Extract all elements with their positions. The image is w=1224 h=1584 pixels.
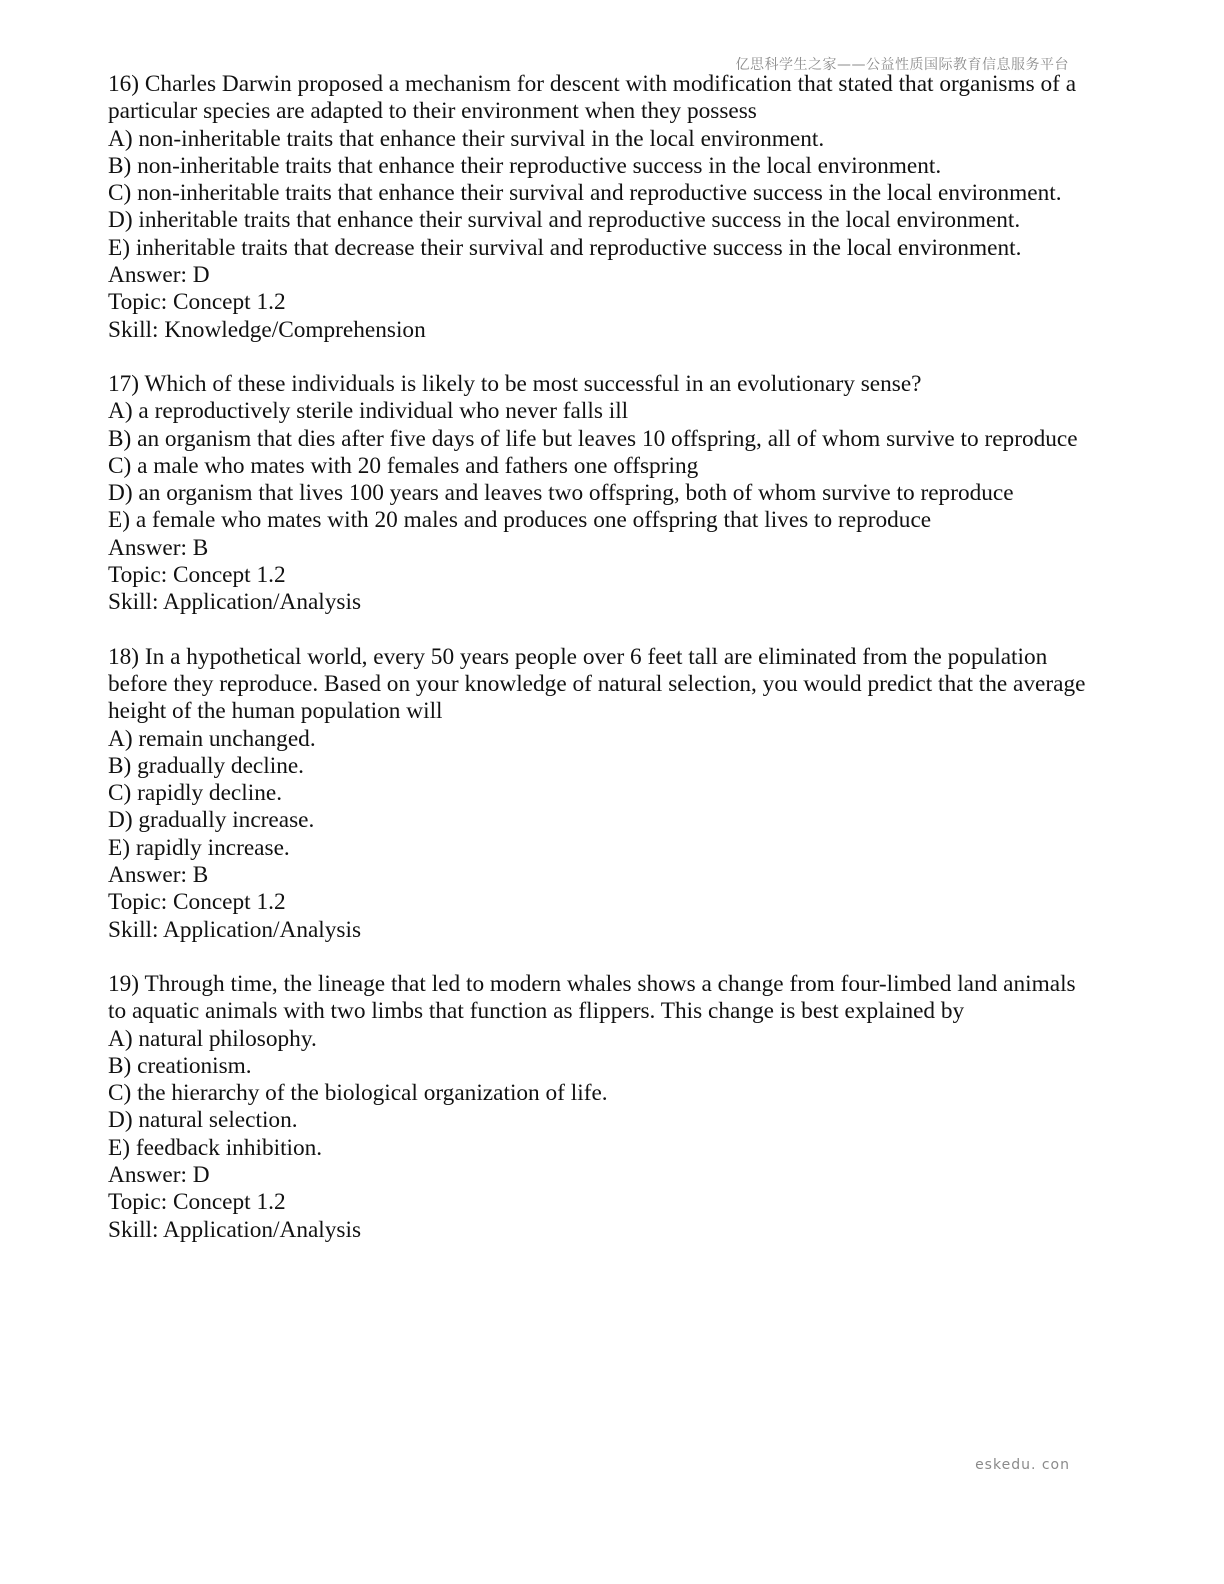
- skill-label: Skill: Application/Analysis: [108, 589, 362, 616]
- question-stem-line: 17) Which of these individuals is likely to be most successful in an evolutionary sense?: [108, 370, 922, 397]
- answer-key: Answer: B: [108, 534, 209, 561]
- answer-option-e: E) rapidly increase.: [108, 834, 290, 861]
- question-stem-line: before they reproduce. Based on your knowledge of natural selection, you would predict that the average: [108, 670, 1086, 697]
- question-19: [108, 971, 1118, 1244]
- answer-option-e: E) feedback inhibition.: [108, 1134, 323, 1161]
- answer-option-e: E) a female who mates with 20 males and produces one offspring that lives to reproduce: [108, 507, 932, 534]
- answer-option-b: B) creationism.: [108, 1052, 252, 1079]
- skill-label: Skill: Application/Analysis: [108, 1216, 362, 1243]
- answer-option-a: A) a reproductively sterile individual who never falls ill: [108, 398, 629, 425]
- answer-option-e: E) inheritable traits that decrease their survival and reproductive success in the local environment.: [108, 234, 1022, 261]
- topic-label: Topic: Concept 1.2: [108, 562, 286, 589]
- question-list: [108, 71, 1118, 1271]
- answer-option-c: C) non-inheritable traits that enhance their survival and reproductive success in the local environment.: [108, 180, 1062, 207]
- page-header: 亿思科学生之家——公益性质国际教育信息服务平台: [735, 57, 1069, 73]
- answer-option-c: C) the hierarchy of the biological organization of life.: [108, 1080, 608, 1107]
- question-stem-line: height of the human population will: [108, 698, 443, 725]
- page-footer: eskedu. con: [975, 1457, 1070, 1473]
- question-stem-line: particular species are adapted to their environment when they possess: [108, 98, 757, 125]
- answer-option-c: C) rapidly decline.: [108, 780, 283, 807]
- question-18: [108, 644, 1118, 944]
- question-stem-line: 18) In a hypothetical world, every 50 years people over 6 feet tall are eliminated from the population: [108, 643, 1048, 670]
- answer-option-a: A) natural philosophy.: [108, 1025, 317, 1052]
- answer-option-d: D) an organism that lives 100 years and leaves two offspring, both of whom survive to reproduce: [108, 480, 1014, 507]
- skill-label: Skill: Knowledge/Comprehension: [108, 316, 426, 343]
- answer-option-d: D) inheritable traits that enhance their survival and reproductive success in the local environment.: [108, 207, 1021, 234]
- answer-option-d: D) gradually increase.: [108, 807, 315, 834]
- question-16: [108, 71, 1118, 344]
- answer-key: Answer: D: [108, 1161, 210, 1188]
- answer-option-b: B) an organism that dies after five days of life but leaves 10 offspring, all of whom survive to reproduce: [108, 425, 1078, 452]
- answer-option-b: B) non-inheritable traits that enhance their reproductive success in the local environment.: [108, 152, 942, 179]
- topic-label: Topic: Concept 1.2: [108, 889, 286, 916]
- topic-label: Topic: Concept 1.2: [108, 1189, 286, 1216]
- question-stem-line: to aquatic animals with two limbs that function as flippers. This change is best explained by: [108, 998, 965, 1025]
- answer-key: Answer: D: [108, 262, 210, 289]
- skill-label: Skill: Application/Analysis: [108, 916, 362, 943]
- answer-option-a: A) remain unchanged.: [108, 725, 316, 752]
- question-stem-line: 19) Through time, the lineage that led to modern whales shows a change from four-limbed land animals: [108, 970, 1076, 997]
- question-17: [108, 371, 1118, 617]
- topic-label: Topic: Concept 1.2: [108, 289, 286, 316]
- answer-option-c: C) a male who mates with 20 females and fathers one offspring: [108, 452, 699, 479]
- answer-option-b: B) gradually decline.: [108, 752, 305, 779]
- answer-option-a: A) non-inheritable traits that enhance their survival in the local environment.: [108, 125, 825, 152]
- answer-option-d: D) natural selection.: [108, 1107, 298, 1134]
- answer-key: Answer: B: [108, 862, 209, 889]
- question-stem-line: 16) Charles Darwin proposed a mechanism for descent with modification that stated that organisms of a: [108, 71, 1077, 97]
